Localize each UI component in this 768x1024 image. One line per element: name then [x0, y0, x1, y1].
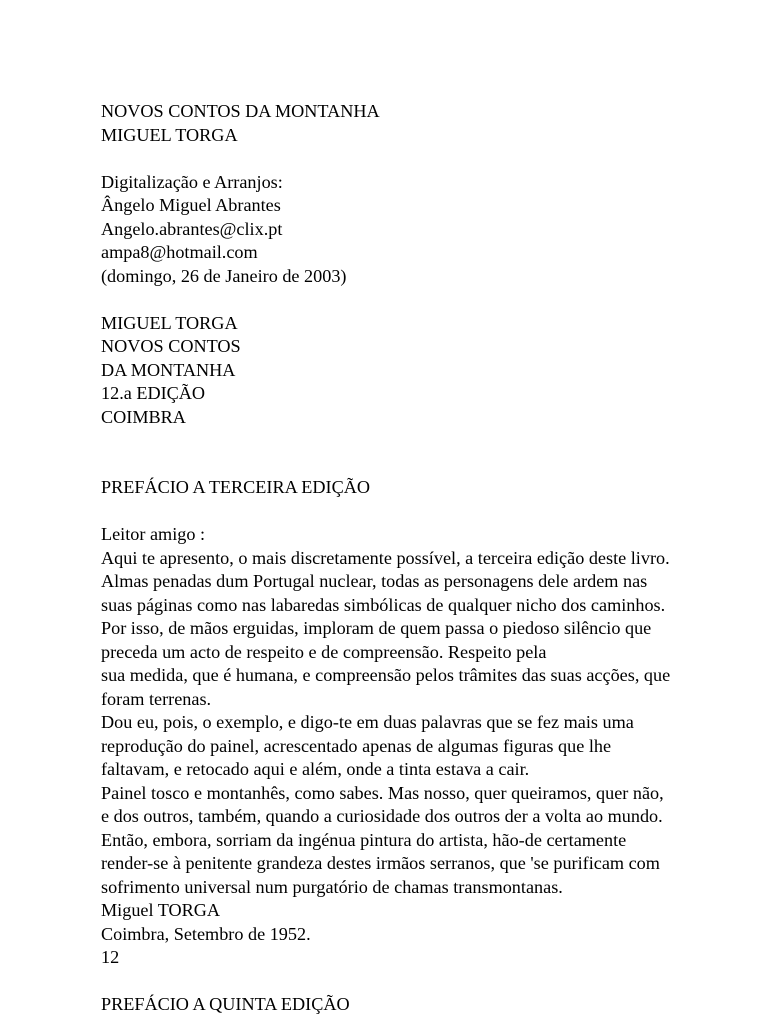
- credits-date: (domingo, 26 de Janeiro de 2003): [101, 265, 347, 286]
- spacer: [101, 500, 741, 524]
- title-page-line: MIGUEL TORGA: [101, 312, 238, 333]
- document-page: [101, 100, 741, 1017]
- book-title: NOVOS CONTOS DA MONTANHA: [101, 101, 380, 121]
- credits-label: Digitalização e Arranjos:: [101, 171, 283, 192]
- preface-3-line: Painel tosco e montanhês, como sabes. Mas nosso, quer queiramos, quer não,: [101, 782, 664, 803]
- title-page-line: DA MONTANHA: [101, 359, 236, 380]
- credits-email-1: Angelo.abrantes@clix.pt: [101, 218, 283, 239]
- preface-3-heading: PREFÁCIO A TERCEIRA EDIÇÃO: [101, 477, 370, 497]
- preface-3-place-date: Coimbra, Setembro de 1952.: [101, 923, 311, 944]
- spacer: [101, 970, 741, 994]
- page-number: 12: [101, 947, 120, 967]
- title-page-line: NOVOS CONTOS: [101, 336, 241, 356]
- spacer: [101, 429, 741, 476]
- preface-3-line: preceda um acto de respeito e de compreensão. Respeito pela: [101, 641, 547, 662]
- preface-3-line: suas páginas como nas labaredas simbólicas de qualquer nicho dos caminhos.: [101, 594, 666, 615]
- preface-3-line: reprodução do painel, acrescentado apenas de algumas figuras que lhe: [101, 735, 612, 756]
- preface-3-line: render-se à penitente grandeza destes irmãos serranos, que 'se purificam com: [101, 853, 660, 873]
- preface-3-line: foram terrenas.: [101, 688, 212, 709]
- preface-5-heading: PREFÁCIO A QUINTA EDIÇÃO: [101, 994, 350, 1014]
- spacer: [101, 288, 741, 312]
- preface-3-line: Almas penadas dum Portugal nuclear, todas as personagens dele ardem nas: [101, 571, 648, 591]
- title-page-line: 12.a EDIÇÃO: [101, 383, 206, 403]
- preface-3-line: Dou eu, pois, o exemplo, e digo-te em duas palavras que se fez mais uma: [101, 712, 634, 732]
- preface-3-signature: Miguel TORGA: [101, 900, 221, 920]
- spacer: [101, 147, 741, 171]
- preface-3-line: Então, embora, sorriam da ingénua pintura do artista, hão-de certamente: [101, 829, 627, 850]
- preface-3-line: Aqui te apresento, o mais discretamente possível, a terceira edição deste livro.: [101, 547, 670, 568]
- preface-3-line: e dos outros, também, quando a curiosidade dos outros der a volta ao mundo.: [101, 806, 663, 826]
- credits-email-2: ampa8@hotmail.com: [101, 242, 258, 262]
- book-author: MIGUEL TORGA: [101, 124, 238, 145]
- preface-3-line: sofrimento universal num purgatório de chamas transmontanas.: [101, 876, 563, 897]
- preface-3-line: faltavam, e retocado aqui e além, onde a tinta estava a cair.: [101, 759, 530, 779]
- preface-3-line: Por isso, de mãos erguidas, imploram de quem passa o piedoso silêncio que: [101, 618, 652, 638]
- preface-3-line: sua medida, que é humana, e compreensão pelos trâmites das suas acções, que: [101, 665, 671, 685]
- credits-name: Ângelo Miguel Abrantes: [101, 195, 281, 215]
- title-page-line: COIMBRA: [101, 406, 186, 427]
- preface-3-salutation: Leitor amigo :: [101, 524, 206, 544]
